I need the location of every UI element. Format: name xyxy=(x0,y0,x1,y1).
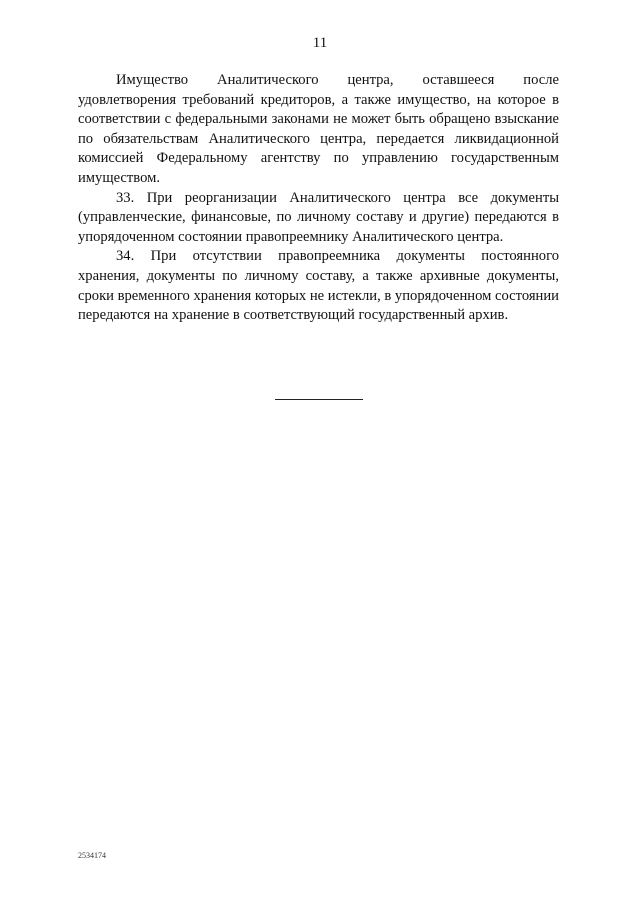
document-id: 2534174 xyxy=(78,851,106,860)
end-separator-line xyxy=(275,399,363,400)
page-number: 11 xyxy=(312,35,328,51)
document-body xyxy=(78,71,559,326)
paragraph-34-archive: 34. При отсутствии правопреемника документы постоянного хранения, документы по личному составу, а также архивные документы, сроки временного хранения которых не истекли, в упорядоченном состоянии передаются на хранение в соответствующий государственный архив. xyxy=(78,248,559,324)
paragraph-property-transfer: Имущество Аналитического центра, оставшееся после удовлетворения требований кредиторов, а также имущество, на которое в соответствии с федеральными законами не может быть обращено взыскание по обязательствам Аналитического центра, передается ликвидационной комиссией Федеральному агентству по управлению государственным имуществом. xyxy=(78,72,559,186)
paragraph-33-reorganization: 33. При реорганизации Аналитического центра все документы (управленческие, финансовые, по личному составу и другие) передаются в упорядоченном состоянии правопреемнику Аналитического центра. xyxy=(78,189,559,245)
